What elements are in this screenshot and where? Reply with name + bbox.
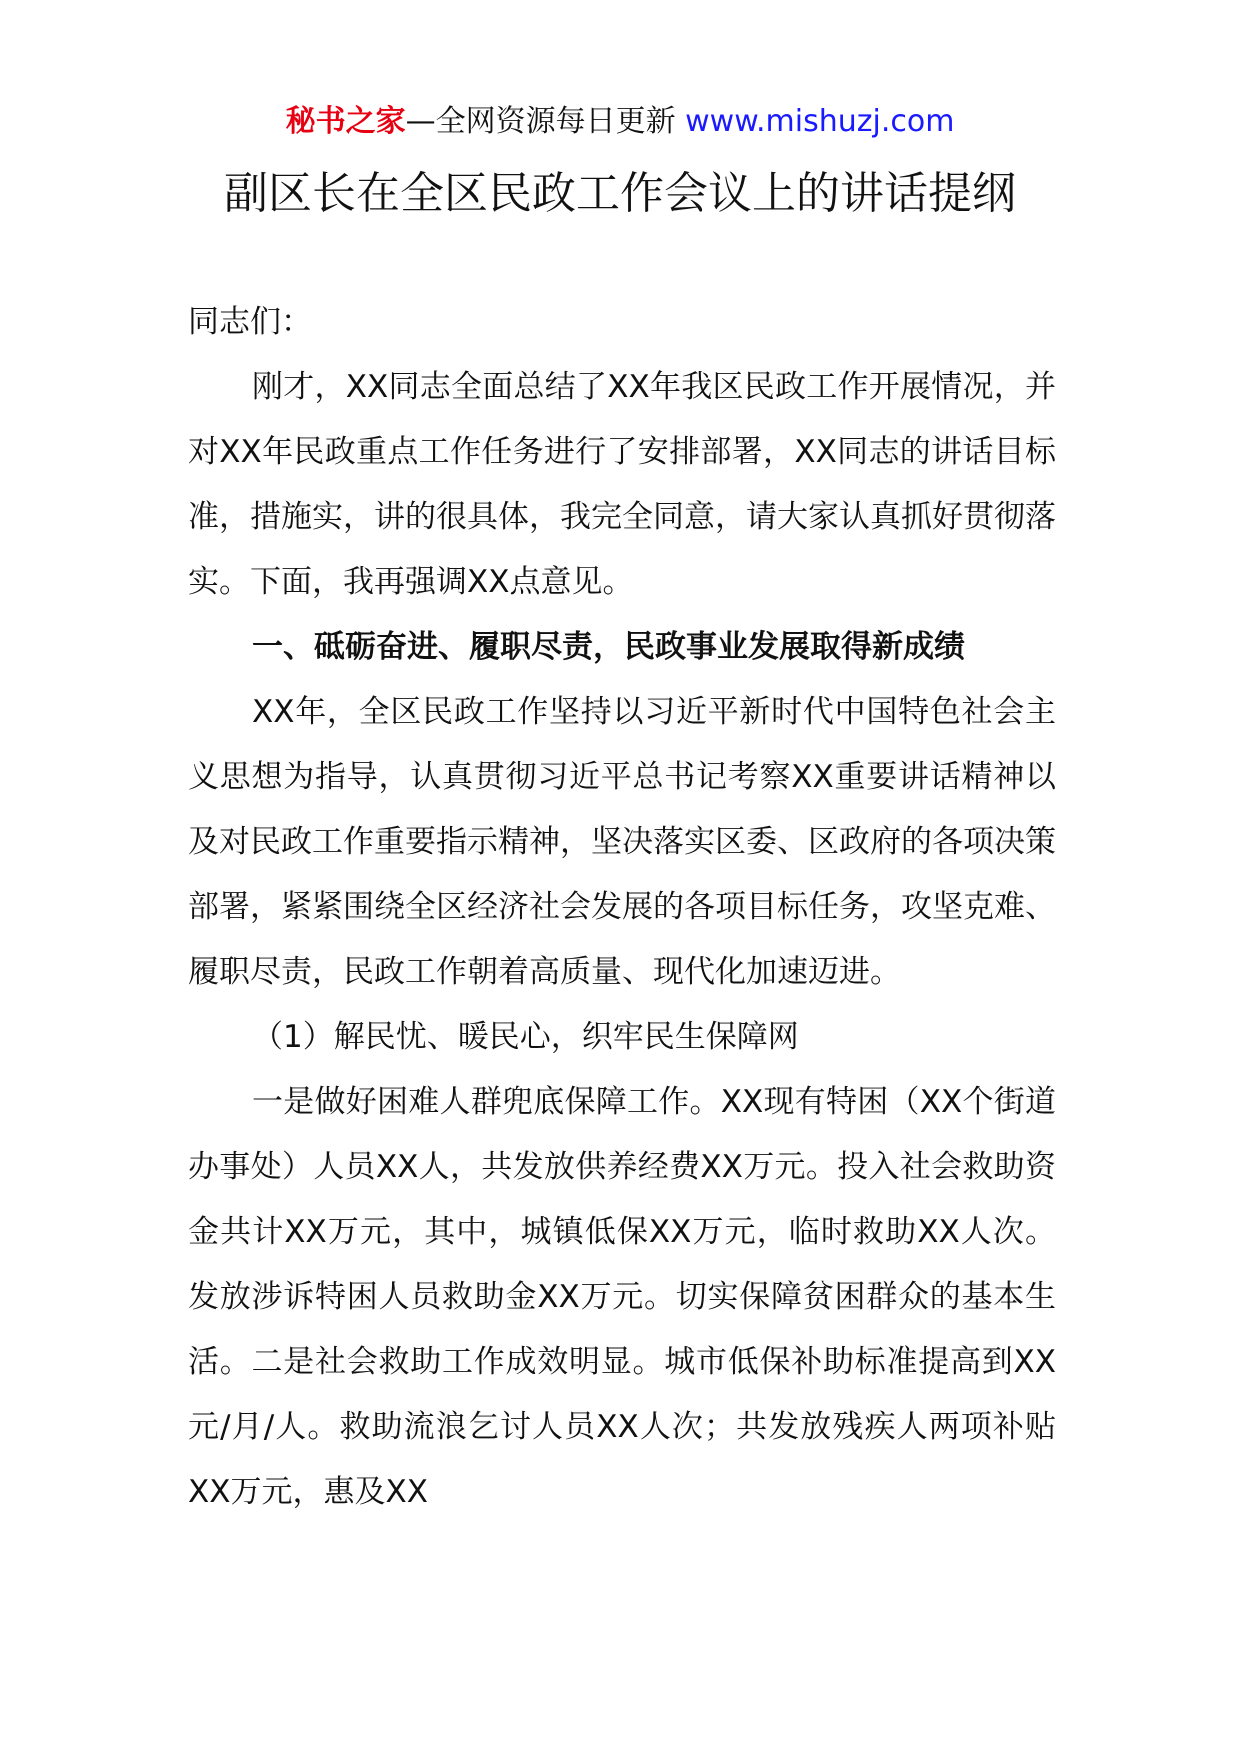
section-heading: 一、砥砺奋进、履职尽责，民政事业发展取得新成绩 (252, 629, 965, 665)
salutation: 同志们： (188, 304, 312, 340)
document-title: 副区长在全区民政工作会议上的讲话提纲 (224, 168, 1016, 219)
site-url-link[interactable]: www.mishuzj.com (685, 104, 955, 139)
brand-name: 秘书之家 (285, 104, 406, 139)
subsection-heading: （1）解民忧、暖民心，织牢民生保障网 (252, 1019, 799, 1055)
document-body (188, 290, 1056, 1525)
paragraph-details: 一是做好困难人群兜底保障工作。XX现有特困（XX个街道办事处）人员XX人，共发放供养经费XX万元。投入社会救助资金共计XX万元，其中，城镇低保XX万元，临时救助XX人次。发放涉诉特困人员救助金XX万元。切实保障贫困群众的基本生活。二是社会救助工作成效明显。城市低保补助标准提高到XX元/月/人。救助流浪乞讨人员XX人次；共发放残疾人两项补贴XX万元，惠及XX (188, 1084, 1056, 1510)
site-header (0, 100, 1240, 144)
paragraph-summary: XX年，全区民政工作坚持以习近平新时代中国特色社会主义思想为指导，认真贯彻习近平总书记考察XX重要讲话精神以及对民政工作重要指示精神，坚决落实区委、区政府的各项决策部署，紧紧围绕全区经济社会发展的各项目标任务，攻坚克难、履职尽责，民政工作朝着高质量、现代化加速迈进。 (188, 694, 1056, 990)
header-tagline: —全网资源每日更新 (405, 104, 686, 139)
paragraph-intro: 刚才，XX同志全面总结了XX年我区民政工作开展情况，并对XX年民政重点工作任务进行了安排部署，XX同志的讲话目标准，措施实，讲的很具体，我完全同意，请大家认真抓好贯彻落实。下面，我再强调XX点意见。 (188, 369, 1056, 600)
